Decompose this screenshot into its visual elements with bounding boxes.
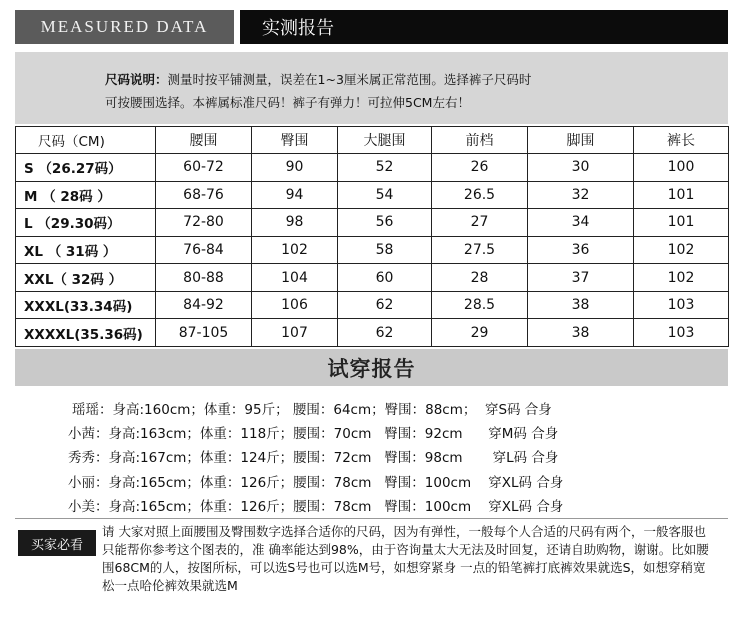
length-cell: 103 xyxy=(634,319,729,347)
notice-label: 买家必看 xyxy=(18,530,96,556)
size-cell: XXXL(33.34码) xyxy=(16,291,156,319)
notice-text: 请 大家对照上面腰围及臀围数字选择合适你的尺码，因为有弹性，一般每个人合适的尺码有两个，一般客服也只能帮你参考这个图表的，准 确率能达到98%，由于咨询量太大无法及时回复，还请自助购物，谢谢。比如腰围68CM的人，按图所标，可以选S号也可以选M号，如想穿紧身 一点的铅笔裤打底裤效果就选S，如想穿稍宽松一点哈伦裤效果就选M xyxy=(102,524,709,593)
thigh-cell: 56 xyxy=(338,209,432,237)
hip-cell: 106 xyxy=(252,291,338,319)
hip-cell: 104 xyxy=(252,264,338,292)
trial-report-bar xyxy=(15,349,728,386)
thigh-cell: 60 xyxy=(338,264,432,292)
list-item: 瑶瑶：身高:160cm；体重：95斤； 腰围：64cm；臀围：88cm； 穿S码 合身 xyxy=(72,402,552,418)
header-thigh: 大腿围 xyxy=(338,127,432,154)
table-row xyxy=(16,181,729,209)
length-cell: 100 xyxy=(634,154,729,182)
front-rise-cell: 28.5 xyxy=(432,291,528,319)
table-row xyxy=(16,291,729,319)
table-row xyxy=(16,154,729,182)
thigh-cell: 52 xyxy=(338,154,432,182)
size-cell: M （ 28码 ） xyxy=(16,181,156,209)
leg-opening-cell: 32 xyxy=(528,181,634,209)
length-cell: 101 xyxy=(634,181,729,209)
front-rise-cell: 26.5 xyxy=(432,181,528,209)
size-note-line2: 可按腰围选择。本裤属标准尺码！裤子有弹力！可拉伸5CM左右！ xyxy=(105,95,470,110)
size-table-header xyxy=(16,127,729,154)
list-item: 小茜：身高:163cm；体重：118斤；腰围：70cm 臀围：92cm 穿M码 合身 xyxy=(68,426,559,442)
list-item: 小丽：身高:165cm；体重：126斤；腰围：78cm 臀围：100cm 穿XL码 合身 xyxy=(68,475,564,491)
thigh-cell: 54 xyxy=(338,181,432,209)
header-title-cn: 实测报告 xyxy=(240,10,728,44)
table-row xyxy=(16,236,729,264)
waist-cell: 68-76 xyxy=(156,181,252,209)
table-row xyxy=(16,209,729,237)
leg-opening-cell: 30 xyxy=(528,154,634,182)
length-cell: 101 xyxy=(634,209,729,237)
front-rise-cell: 28 xyxy=(432,264,528,292)
thigh-cell: 62 xyxy=(338,319,432,347)
section-header xyxy=(15,10,728,44)
hip-cell: 90 xyxy=(252,154,338,182)
table-row xyxy=(16,319,729,347)
leg-opening-cell: 38 xyxy=(528,319,634,347)
waist-cell: 84-92 xyxy=(156,291,252,319)
list-item: 秀秀：身高:167cm；体重：124斤；腰围：72cm 臀围：98cm 穿L码 合身 xyxy=(68,450,559,466)
header-length: 裤长 xyxy=(634,127,729,154)
hip-cell: 98 xyxy=(252,209,338,237)
size-cell: XL （ 31码 ） xyxy=(16,236,156,264)
front-rise-cell: 26 xyxy=(432,154,528,182)
leg-opening-cell: 36 xyxy=(528,236,634,264)
hip-cell: 94 xyxy=(252,181,338,209)
size-note-label: 尺码说明： xyxy=(105,72,168,87)
size-cell: L （29.30码） xyxy=(16,209,156,237)
hip-cell: 102 xyxy=(252,236,338,264)
header-size: 尺码（CM) xyxy=(16,127,156,154)
size-table xyxy=(15,126,729,347)
length-cell: 102 xyxy=(634,264,729,292)
leg-opening-cell: 38 xyxy=(528,291,634,319)
size-cell: XXXXL(35.36码) xyxy=(16,319,156,347)
waist-cell: 80-88 xyxy=(156,264,252,292)
thigh-cell: 62 xyxy=(338,291,432,319)
size-note-line1: 尺码说明：测量时按平铺测量，误差在1~3厘米属正常范围。选择裤子尺码时 xyxy=(105,72,532,87)
trial-report-title: 试穿报告 xyxy=(327,355,416,381)
thigh-cell: 58 xyxy=(338,236,432,264)
length-cell: 102 xyxy=(634,236,729,264)
waist-cell: 76-84 xyxy=(156,236,252,264)
length-cell: 103 xyxy=(634,291,729,319)
leg-opening-cell: 37 xyxy=(528,264,634,292)
header-title-en: MEASURED DATA xyxy=(15,10,234,44)
divider xyxy=(15,518,728,519)
size-note xyxy=(15,52,728,124)
front-rise-cell: 27 xyxy=(432,209,528,237)
waist-cell: 60-72 xyxy=(156,154,252,182)
waist-cell: 87-105 xyxy=(156,319,252,347)
leg-opening-cell: 34 xyxy=(528,209,634,237)
waist-cell: 72-80 xyxy=(156,209,252,237)
list-item: 小美：身高:165cm；体重：126斤；腰围：78cm 臀围：100cm 穿XL码 合身 xyxy=(68,499,564,515)
header-front-rise: 前档 xyxy=(432,127,528,154)
header-hip: 臀围 xyxy=(252,127,338,154)
hip-cell: 107 xyxy=(252,319,338,347)
size-cell: XXL（ 32码 ） xyxy=(16,264,156,292)
header-leg-opening: 脚围 xyxy=(528,127,634,154)
front-rise-cell: 29 xyxy=(432,319,528,347)
size-cell: S （26.27码） xyxy=(16,154,156,182)
front-rise-cell: 27.5 xyxy=(432,236,528,264)
header-waist: 腰围 xyxy=(156,127,252,154)
table-row xyxy=(16,264,729,292)
